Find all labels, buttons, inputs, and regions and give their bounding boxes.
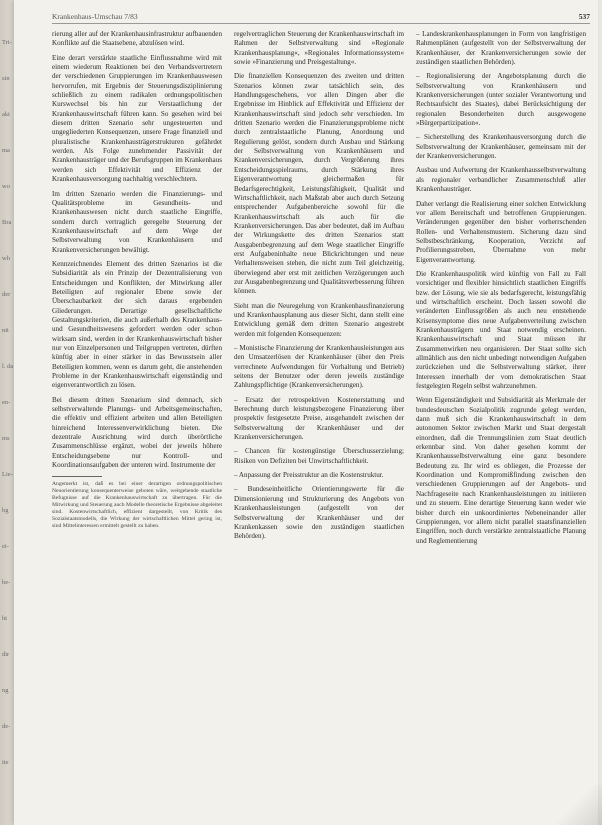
gutter-fragment: ht [2, 615, 8, 622]
gutter-fragment: wo [2, 183, 10, 190]
gutter-fragment: dir [2, 651, 10, 658]
paragraph: – Regionalisierung der Angebotsplanung durch die Selbstverwaltung von Krankenhäusern und Krankenversicherungen (unter sozialer Verantwortung und Rechtsaufsicht des Staates), dabei Berücksichtigung der regionalen Besonderheiten durch ausgewogene »Bürgerpartizipation«. [416, 72, 586, 128]
footnote: Angemerkt ist, daß es bei einer derartigen ordnungspolitischen Neuorientierung konsequenterweise geboten wäre, weitgehende staatliche Befugnisse auf die Krankenhauswirtschaft zu übertragen. Für die Mitwirkung und Steuerung auch Modelle theoretische Ergebnisse abgeleitet sind. Kostenwirtschaftlich, effizient dargestellt, von Kritik des Sozialstaatsmodells, die Wirkung der wirtschaftlichen Mittel gering ist, sind Mittelinteressen ermittelt gestellt zu haben. [52, 481, 222, 530]
gutter-fragment: ms [2, 435, 10, 442]
paragraph: Sieht man die Neuregelung von Krankenhausfinanzierung und Krankenhausplanung aus dieser Sicht, dann stellt eine Entwicklung gemäß dem dritten Szenario angestrebt werden mit folgenden Konsequenzen: [234, 301, 404, 338]
paragraph: Kennzeichnendes Element des dritten Szenarios ist die Subsidiarität als ein Prinzip der Dezentralisierung von Entscheidungen und Konflikten, der Mitwirkung aller Beteiligten auf regionaler Ebene sowie der Überschaubarkeit der sich daraus ergebenden Gliederungen. Derartige gesellschaftliche Gestaltungskriterien, die auch außerhalb des Krankenhaus- und Gesundheitswesens gefordert werden oder schon wirksam sind, werden in der Krankenhauswirtschaft bisher nur von Einzelpersonen und Teilgruppen vertreten, dürften künftig aber in einer stärker in das Bewusstsein aller Beteiligten kommen, wenn es darum geht, die anstehenden Probleme in der Krankenhauswirtschaft eigenständig und eigenverantwortlich zu lösen. [52, 259, 222, 390]
gutter-fragment: ma [2, 147, 10, 154]
paragraph: – Chancen für kostengünstige Überschusserzielung; Risiken von Defiziten bei Unwirtschaftlichkeit. [234, 447, 404, 465]
text-column-2 [234, 30, 404, 547]
gutter-fragment: ei- [2, 543, 9, 550]
paragraph: Eine derart verstärkte staatliche Einflussnahme wird mit einem wiederum Reaktionen bei den Verbandsvertretern der verschiedenen Gruppierungen im Krankenhauswesen hervorrufen, mit Ergebnis der Steuerungsdisziplinierung schließlich zu einem radikalen ordnungspolitischen Kurswechsel bis hin zur Verstaatlichung der Krankenhauswirtschaft führen kann. So gesehen wird bei diesem dritten Szenario sehr ungesteuerten und ungegliederten Konsequenzen, unsere Frage finanziell und pluralistische Krankenhausträgerstrukturen gefährdet werden. Als Folge zunehmender Passivität der Krankenhausträger und der Berufsgruppen im Krankenhaus werden sich Effektivität und Effizienz der Krankenhausversorgung nachhaltig verschlechtern. [52, 53, 222, 184]
gutter-fragment: nit [2, 327, 9, 334]
gutter-fragment: bg [2, 507, 9, 514]
gutter-fragment: be- [2, 579, 11, 586]
paragraph: – Landeskrankenhausplanungen in Form von langfristigen Rahmenplänen (aufgestellt von der Selbstverwaltung der Krankenhäuser, der Krankenversicherungen sowie der zuständigen staatlichen Behörden). [416, 30, 586, 67]
gutter-fragment: l. da [2, 363, 14, 370]
header-rule [52, 23, 590, 24]
text-column-1 [52, 30, 222, 530]
gutter-fragment: Tri- [2, 39, 12, 46]
paragraph: rierung aller auf der Krankenhausinfrastruktur aufbauenden Konflikte auf die Staatsebene, abzulösen wird. [52, 30, 222, 48]
paragraph: Wenn Eigenständigkeit und Subsidiarität als Merkmale der bundesdeutschen Sozialpolitik zugrunde gelegt werden, dann muß sich die Krankenhauswirtschaft in dem autonomen Sektor zwischen Markt und Staat dergestalt einordnen, daß die Trennungslinien zum Staat deutlich erkennbar sind. Von daher gesehen kommt der Krankenhausselbstverwaltung eine ganz besondere Bedeutung zu. Ihr wird es obliegen, die Prozesse der Koordination und Kompromißfindung zwischen den verschiedenen Gruppierungen auf der Angebots- und Nachfrageseite nach Krankenhausleistungen zu initiieren und zu steuern. Eine derartige Steuerung kann weder wie bisher durch ein unkoordiniertes Nebeneinander aller Gruppierungen, vor allem nicht parallel staatsfinanziellen Eingriffen, noch durch verstärkte zentralstaatliche Planung und Reglementierung [416, 396, 586, 545]
paragraph: Ausbau und Aufwertung der Krankenhausselbstverwaltung als regionaler verbandlicher Zusammenschluß aller Krankenhausträger. [416, 166, 586, 194]
paragraph: Die Krankenhauspolitik wird künftig von Fall zu Fall vorsichtiger und flexibler hinsichtlich staatlichen Eingriffs bzw. der Lösung, wie sie als bedarfsgerecht, leistungsfähig und wirtschaftlich erscheint. Doch lassen sowohl die veränderten Einflussgrößen als auch neu entstehende Krisensymptome dies neue Aufgabenverteilung zwischen Krankenhausträgern und Staat notwendig erscheinen. Krankenhauswirtschaft und Staat müssen ihr Zusammenwirken neu organisieren. Der Staat sollte sich allmählich aus den nicht unbedingt notwendigen Aufgaben zurückziehen und die Selbstverwaltung stärker, ihrer Interessen innerhalb der vom demokratischen Staat festgelegten Regeln selbst wahrzunehmen. [416, 269, 586, 391]
paragraph: Bei diesem dritten Szenarium sind demnach, sich selbstverwaltende Planungs- und Arbeitsgemeinschaften, die effektiv und effizient arbeiten und allen Beteiligten hinreichend Interessenverwirklichung bieten. Die dezentrale Ausrichtung wird durch überörtliche Zusammenschlüsse ergänzt, wobei der jeweils höhere Entscheidungsebene nur Kontroll- und Koordinationsaufgaben der unteren wird. Instrumente der [52, 395, 222, 470]
gutter-fragment: ng [2, 687, 9, 694]
gutter-fragment: de- [2, 723, 11, 730]
text-column-3 [416, 30, 586, 551]
gutter-fragment: sin [2, 75, 10, 82]
gutter-fragment: akt [2, 111, 10, 118]
gutter-fragment: wh [2, 255, 10, 262]
paragraph: regelvertraglichen Steuerung der Krankenhauswirtschaft im Rahmen der Selbstverwaltung sind »Regionale Krankenhausplanung«, »Regionales Informationssystem« sowie »Finanzierung und Preisgestaltung«. [234, 30, 404, 67]
paragraph: – Sicherstellung des Krankenhausversorgung durch die Selbstverwaltung der Krankenhäuser, gemeinsam mit der der Krankenversicherungen. [416, 133, 586, 161]
footnote-rule [52, 476, 102, 477]
paragraph: Im dritten Szenario werden die Finanzierungs- und Qualitätsprobleme im Gesundheits- und Krankenhauswesen nicht durch staatliche Eingriffe, sondern durch vertraglich geregelte Steuerung der Krankenhauswirtschaft auf dem Wege der Selbstverwaltung von Krankenhäusern und Krankenversicherungen bewältigt. [52, 189, 222, 254]
page-number: 537 [578, 12, 590, 21]
gutter-fragment: Lie- [2, 471, 13, 478]
paragraph: – Monistische Finanzierung der Krankenhausleistungen aus den Umsatzerlösen der Krankenhäuser (über den Preis verrechnete Aufwendungen für Vorhaltung und Betrieb) seitens der Benutzer oder deren jeweils zuständige Zahlungspflichtige (Krankenversicherungen). [234, 344, 404, 390]
page-corner-shadow [542, 785, 602, 825]
paragraph: – Ersatz der retrospektiven Kostenerstattung und Berechnung durch leistungsbezogene Finanzierung über prospektiv festgesetzte Preise, ausgehandelt zwischen der Selbstverwaltung der Krankenhäuser und der Krankenversicherungen. [234, 395, 404, 442]
gutter-fragment: ite [2, 759, 9, 766]
paragraph: – Anpassung der Preisstruktur an die Kostenstruktur. [234, 471, 384, 480]
gutter-fragment: Bra [2, 219, 12, 226]
paragraph: Die finanziellen Konsequenzen des zweiten und dritten Szenarios können zwar tatsächlich sein, des Handlungsgeschehens, vor allen Dingen aber die Ergebnisse im Hinblick auf Effektivität und Effizienz der Krankenhauswirtschaft sind jedoch sehr verschieden. Im dritten Szenario werden die Finanzierungsprobleme nicht durch zentralstaatliche Planung, Anordnung und Regulierung gelöst, sondern durch Ausbau und Stärkung der Selbstverwaltung von Krankenhäusern und Krankenversicherungen, durch Vergrößerung ihres Entscheidungsspielraums, durch Stärkung ihres Eigenverantwortung gleichermaßen für Bedarfsgerechtigkeit, Leistungsfähigkeit, Qualität und Wirtschaftlichkeit, nach Maßstab aber auch durch Setzung entsprechender Aufgabenbereiche sowohl für die Krankenhauswirtschaft als auch für die Krankenversicherungen. Das aber bedeutet, daß im Aufbau der Wirkungskette des dritten Szenarios statt Ausgabenbegrenzung auf dem Wege staatlicher Eingriffe erst Aufgabeninhalte neue Blickrichtungen und neue Verhaltensweisen stehen, die nicht zum Teil gleichzeitig, überwiegend aber erst mit zeitlichen Verzögerungen auch zur Ausgabenbegrenzung und Qualitätsverbesserung führen können. [234, 72, 404, 296]
gutter-fragment: en- [2, 399, 11, 406]
journal-running-head: Krankenhaus-Umschau 7/83 [52, 12, 138, 21]
paragraph: Daher verlangt die Realisierung einer solchen Entwicklung vor allem Bereitschaft und betroffenen Gruppierungen. Veränderungen gegenüber den bisher vorherrschenden Rollen- und Verhaltensmustern. Sicherung dazu sind Selbstbeschränkung, Kooperation, Verzicht auf Profilierungsstreben, Übernahme von mehr Eigenverantwortung. [416, 199, 586, 264]
paragraph: – Bundeseinheitliche Orientierungswerte für die Dimensionierung und Strukturierung des Angebots von Krankenhausleistungen (aufgestellt von der Selbstverwaltung der Krankenhäuser und der Krankenkassen sowie den zuständigen staatlichen Behörden). [234, 485, 404, 541]
gutter-fragment: der [2, 291, 11, 298]
